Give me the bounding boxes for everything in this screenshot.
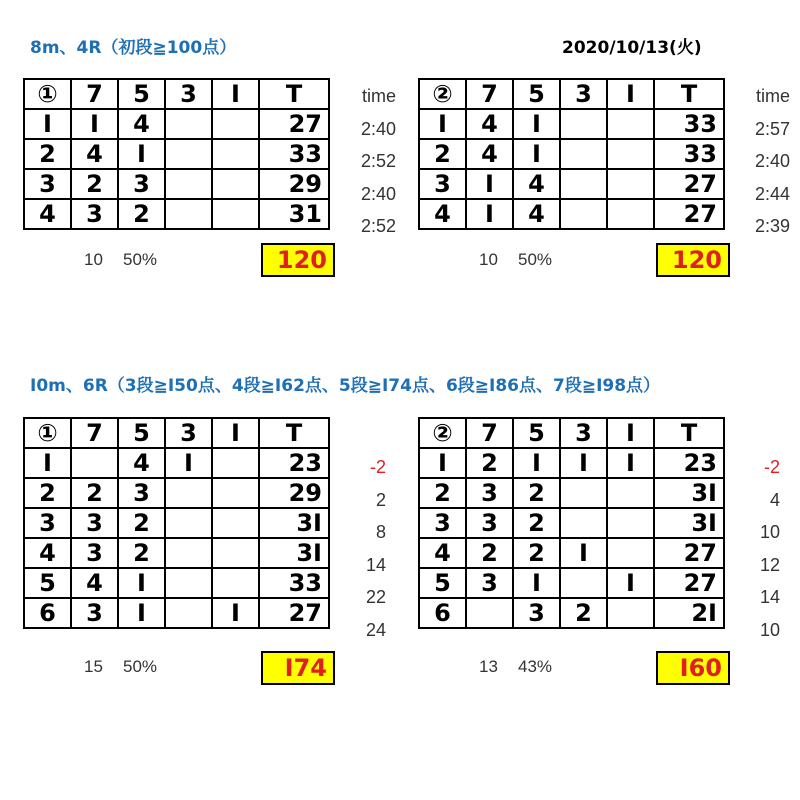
summary-count: 13 <box>479 657 498 676</box>
date-label: 2020/10/13(火) <box>562 38 702 58</box>
table-cell: I <box>513 109 560 139</box>
table-cell: 2 <box>419 139 466 169</box>
table-row <box>419 109 724 139</box>
table-cell: I <box>607 448 654 478</box>
diff-column <box>732 451 780 646</box>
table-cell <box>560 508 607 538</box>
table-cell <box>165 568 212 598</box>
table-cell: I <box>419 448 466 478</box>
table-cell: 4 <box>513 169 560 199</box>
table-cell: I <box>419 109 466 139</box>
header-cell: 5 <box>118 79 165 109</box>
table-cell: I <box>71 109 118 139</box>
table-row <box>419 568 724 598</box>
table-cell: 3 <box>466 508 513 538</box>
header-cell: I <box>212 79 259 109</box>
header-cell: I <box>607 418 654 448</box>
table-cell: I <box>466 199 513 229</box>
table-cell: 3 <box>118 169 165 199</box>
table-cell: 5 <box>419 568 466 598</box>
table-row <box>419 139 724 169</box>
table-cell: 4 <box>71 139 118 169</box>
table-cell: I <box>118 568 165 598</box>
row-total-cell: 27 <box>654 568 724 598</box>
row-total-cell: 29 <box>259 478 329 508</box>
header-cell: 5 <box>513 418 560 448</box>
table-row <box>24 478 329 508</box>
table-cell <box>607 139 654 169</box>
table-cell: I <box>212 598 259 628</box>
grand-total: I60 <box>656 651 730 685</box>
table-row <box>419 478 724 508</box>
header-cell: 7 <box>466 79 513 109</box>
time-column <box>338 80 396 243</box>
table-cell <box>607 598 654 628</box>
table-cell: 3 <box>118 478 165 508</box>
table-cell <box>165 169 212 199</box>
header-cell: ① <box>24 79 71 109</box>
table-cell <box>212 568 259 598</box>
table-header-row <box>24 79 329 109</box>
table-cell: 6 <box>24 598 71 628</box>
table-cell <box>607 478 654 508</box>
table-cell <box>212 538 259 568</box>
table-cell: 6 <box>419 598 466 628</box>
table-row <box>419 169 724 199</box>
table-cell: I <box>118 598 165 628</box>
grand-total: 120 <box>261 243 335 277</box>
table-cell: I <box>24 448 71 478</box>
diff-value: 22 <box>365 587 386 607</box>
time-value: 2:57 <box>754 118 790 139</box>
row-total-cell: 2I <box>654 598 724 628</box>
table-cell: 2 <box>513 508 560 538</box>
table-row <box>24 169 329 199</box>
row-total-cell: 27 <box>654 169 724 199</box>
time-value: 2:40 <box>754 151 790 171</box>
diff-column <box>338 451 386 646</box>
table-cell <box>165 538 212 568</box>
table-row <box>419 508 724 538</box>
table-cell: 3 <box>71 598 118 628</box>
time-value: 2:40 <box>360 183 396 204</box>
row-total-cell: 29 <box>259 169 329 199</box>
table-cell <box>607 538 654 568</box>
table-cell <box>165 199 212 229</box>
table-cell: 4 <box>419 538 466 568</box>
section1-heading: 8m、4R（初段≧100点） <box>30 38 237 58</box>
table-cell <box>165 598 212 628</box>
table-cell <box>560 169 607 199</box>
table-cell: I <box>466 169 513 199</box>
table-cell: 4 <box>24 538 71 568</box>
time-header: time <box>361 86 396 106</box>
table-cell: 2 <box>466 448 513 478</box>
time-value: 2:52 <box>360 216 396 236</box>
summary-count: 15 <box>84 657 103 676</box>
row-total-cell: 27 <box>259 598 329 628</box>
table-row <box>24 448 329 478</box>
table-cell <box>466 598 513 628</box>
row-total-cell: 23 <box>259 448 329 478</box>
diff-value: 2 <box>375 489 386 510</box>
table-cell: 2 <box>118 538 165 568</box>
table-cell: I <box>513 448 560 478</box>
header-cell: 7 <box>466 418 513 448</box>
table-cell: I <box>165 448 212 478</box>
table-cell: 2 <box>24 478 71 508</box>
table-cell: 3 <box>419 169 466 199</box>
table-header-row <box>24 418 329 448</box>
table-row <box>419 538 724 568</box>
diff-value: 10 <box>759 522 780 542</box>
table-row <box>24 568 329 598</box>
row-total-cell: 23 <box>654 448 724 478</box>
table-cell: 2 <box>419 478 466 508</box>
score-table-2-round2 <box>418 417 725 629</box>
header-cell: ① <box>24 418 71 448</box>
row-total-cell: 33 <box>259 568 329 598</box>
grand-total: 120 <box>656 243 730 277</box>
table-cell: 4 <box>118 109 165 139</box>
table-cell <box>71 448 118 478</box>
table-cell: 3 <box>71 508 118 538</box>
header-cell: T <box>259 418 329 448</box>
row-total-cell: 33 <box>654 139 724 169</box>
summary-percent: 43% <box>518 657 553 676</box>
diff-value: -2 <box>763 457 780 477</box>
header-cell: ② <box>419 79 466 109</box>
header-cell: I <box>212 418 259 448</box>
table-cell: I <box>513 568 560 598</box>
table-cell: I <box>24 109 71 139</box>
table-cell: I <box>560 538 607 568</box>
summary-count: 10 <box>84 250 103 269</box>
table-cell <box>165 478 212 508</box>
diff-value: -2 <box>369 457 386 477</box>
table-row <box>24 109 329 139</box>
score-table-1-round1 <box>23 78 330 230</box>
table-row <box>24 199 329 229</box>
diff-value: 12 <box>759 554 780 575</box>
header-cell: 3 <box>560 418 607 448</box>
table-cell: 3 <box>71 538 118 568</box>
time-value: 2:40 <box>360 118 396 139</box>
header-cell: 3 <box>165 418 212 448</box>
time-value: 2:39 <box>754 216 790 236</box>
table-cell: 3 <box>419 508 466 538</box>
table-cell <box>212 478 259 508</box>
diff-value: 4 <box>769 489 780 510</box>
score-table-1-round2 <box>418 78 725 230</box>
table-cell: 4 <box>466 109 513 139</box>
row-total-cell: 3I <box>259 508 329 538</box>
header-cell: 3 <box>165 79 212 109</box>
table-row <box>24 508 329 538</box>
table-cell: I <box>513 139 560 169</box>
table-cell <box>212 139 259 169</box>
table-cell <box>560 139 607 169</box>
summary-percent: 50% <box>518 250 553 269</box>
table-cell <box>212 109 259 139</box>
table-cell: 2 <box>71 169 118 199</box>
diff-value: 24 <box>365 619 386 640</box>
table-row <box>419 199 724 229</box>
table-cell <box>560 199 607 229</box>
time-value: 2:52 <box>360 151 396 171</box>
row-total-cell: 3I <box>259 538 329 568</box>
header-cell: 3 <box>560 79 607 109</box>
header-cell: T <box>259 79 329 109</box>
row-total-cell: 27 <box>654 199 724 229</box>
table-cell <box>212 448 259 478</box>
table-row <box>24 139 329 169</box>
table-cell <box>212 199 259 229</box>
table-row <box>419 598 724 628</box>
table-cell: 3 <box>466 568 513 598</box>
table-cell: 3 <box>24 169 71 199</box>
row-total-cell: 3I <box>654 478 724 508</box>
diff-value: 8 <box>375 522 386 542</box>
time-header: time <box>755 86 790 106</box>
time-value: 2:44 <box>754 183 790 204</box>
table-row <box>24 598 329 628</box>
table-cell: 2 <box>466 538 513 568</box>
table-cell: 2 <box>513 538 560 568</box>
header-cell: T <box>654 418 724 448</box>
table-row <box>419 448 724 478</box>
table-cell: 2 <box>71 478 118 508</box>
table-cell <box>165 139 212 169</box>
table-cell <box>165 109 212 139</box>
table-cell: 2 <box>513 478 560 508</box>
summary-count: 10 <box>479 250 498 269</box>
header-cell: 7 <box>71 418 118 448</box>
table-cell: 4 <box>513 199 560 229</box>
table-cell <box>607 109 654 139</box>
table-cell: 4 <box>24 199 71 229</box>
header-cell: T <box>654 79 724 109</box>
table-cell <box>212 508 259 538</box>
table-cell: 2 <box>560 598 607 628</box>
table-cell <box>607 169 654 199</box>
table-cell <box>165 508 212 538</box>
table-cell: 2 <box>118 199 165 229</box>
table-cell: 4 <box>419 199 466 229</box>
header-cell: I <box>607 79 654 109</box>
diff-value: 14 <box>759 587 780 607</box>
summary-percent: 50% <box>123 250 158 269</box>
table-cell <box>560 478 607 508</box>
row-total-cell: 27 <box>654 538 724 568</box>
table-cell: 4 <box>71 568 118 598</box>
diff-value: 14 <box>365 554 386 575</box>
table-cell <box>560 568 607 598</box>
table-cell: 5 <box>24 568 71 598</box>
grand-total: I74 <box>261 651 335 685</box>
table-cell: 2 <box>118 508 165 538</box>
table-cell <box>607 508 654 538</box>
table-cell: 2 <box>24 139 71 169</box>
row-total-cell: 3I <box>654 508 724 538</box>
table-cell: 3 <box>24 508 71 538</box>
table-cell <box>607 199 654 229</box>
table-cell: 4 <box>466 139 513 169</box>
table-cell: I <box>607 568 654 598</box>
row-total-cell: 31 <box>259 199 329 229</box>
header-cell: ② <box>419 418 466 448</box>
table-cell <box>560 109 607 139</box>
table-cell: I <box>560 448 607 478</box>
table-cell: 3 <box>71 199 118 229</box>
diff-value: 10 <box>759 619 780 640</box>
header-cell: 5 <box>513 79 560 109</box>
summary-percent: 50% <box>123 657 158 676</box>
row-total-cell: 33 <box>259 139 329 169</box>
table-cell <box>212 169 259 199</box>
header-cell: 7 <box>71 79 118 109</box>
time-column <box>732 80 790 243</box>
row-total-cell: 33 <box>654 109 724 139</box>
table-cell: 4 <box>118 448 165 478</box>
row-total-cell: 27 <box>259 109 329 139</box>
score-table-2-round1 <box>23 417 330 629</box>
header-cell: 5 <box>118 418 165 448</box>
table-header-row <box>419 79 724 109</box>
table-cell: I <box>118 139 165 169</box>
table-header-row <box>419 418 724 448</box>
section2-heading: I0m、6R（3段≧I50点、4段≧I62点、5段≧I74点、6段≧I86点、7段≧I98点） <box>30 376 661 396</box>
table-cell: 3 <box>466 478 513 508</box>
table-row <box>24 538 329 568</box>
table-cell: 3 <box>513 598 560 628</box>
